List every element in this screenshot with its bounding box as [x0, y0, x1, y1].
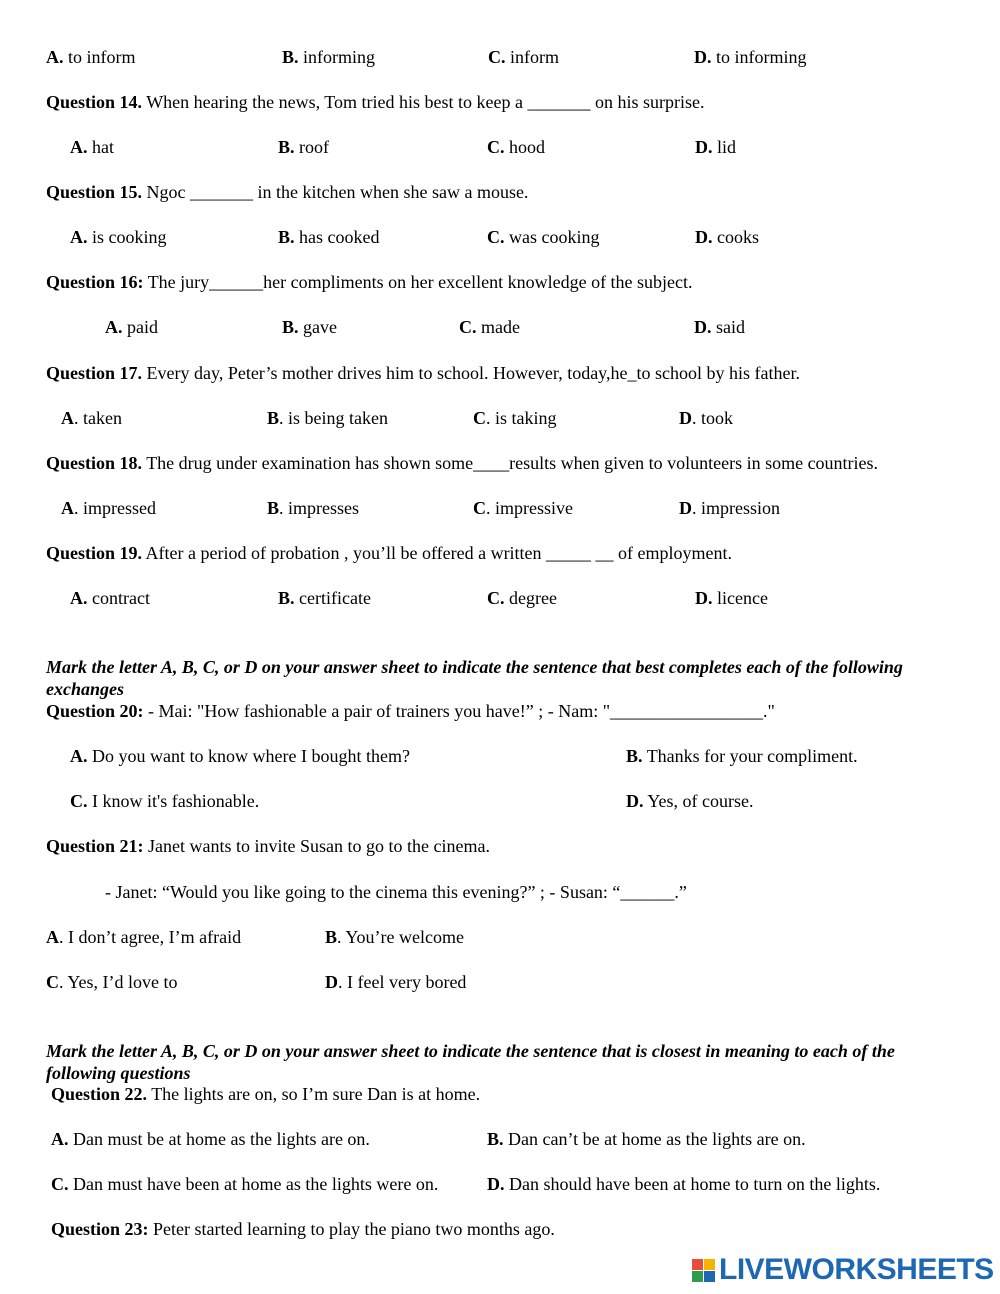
option-text: . You’re welcome: [337, 927, 464, 947]
q16-option-b: [282, 316, 337, 338]
option-text: cooks: [712, 227, 759, 247]
q15-option-d: [695, 226, 759, 248]
option-letter: A.: [70, 227, 88, 247]
question-text: The drug under examination has shown some____results when given to volunteers in some countries.: [142, 453, 879, 473]
option-text: . impressed: [74, 498, 156, 518]
option-text: I know it's fashionable.: [87, 791, 260, 811]
option-letter: B.: [487, 1129, 504, 1149]
section-instruction-closest-meaning: Mark the letter A, B, C, or D on your answer sheet to indicate the sentence that is closest in meaning to each of the following questions: [46, 1041, 895, 1083]
option-text: hat: [87, 137, 114, 157]
question-label: Question 23:: [51, 1219, 149, 1239]
option-letter: C.: [488, 47, 506, 67]
option-text: said: [711, 317, 745, 337]
option-letter: A.: [105, 317, 123, 337]
question-label: Question 19.: [46, 543, 143, 563]
option-text: Dan can’t be at home as the lights are on.: [503, 1129, 806, 1149]
q18-option-d: [679, 497, 780, 519]
option-letter: D.: [487, 1174, 505, 1194]
q21-option-d: [325, 971, 466, 993]
q21-dialogue: - Janet: “Would you like going to the cinema this evening?” ; - Susan: “______.”: [105, 882, 687, 902]
option-text: is cooking: [87, 227, 167, 247]
q22-option-b: [487, 1128, 806, 1150]
option-letter: D.: [694, 317, 712, 337]
option-letter: B: [267, 408, 280, 428]
question-label: Question 21:: [46, 836, 144, 856]
question-20: [46, 700, 775, 722]
option-letter: C: [46, 972, 59, 992]
option-text: informing: [298, 47, 376, 67]
option-letter: D.: [626, 791, 644, 811]
option-text: hood: [504, 137, 545, 157]
option-text: inform: [505, 47, 559, 67]
option-letter: C: [473, 408, 486, 428]
option-text: . is taking: [486, 408, 557, 428]
q19-option-b: [278, 587, 371, 609]
liveworksheets-logo-icon: [692, 1259, 715, 1282]
q17-option-d: [679, 407, 733, 429]
section-instruction-exchanges: Mark the letter A, B, C, or D on your answer sheet to indicate the sentence that best completes each of the following exchanges: [46, 657, 903, 699]
option-letter: A: [46, 927, 59, 947]
option-letter: A.: [70, 588, 88, 608]
option-letter: C.: [487, 227, 505, 247]
option-letter: A.: [51, 1129, 69, 1149]
question-text: Every day, Peter’s mother drives him to school. However, today,he_to school by his father.: [142, 363, 800, 383]
q15-option-a: [70, 226, 167, 248]
option-letter: C.: [487, 588, 505, 608]
logo-square-blue: [704, 1271, 715, 1282]
q16-option-c: [459, 316, 520, 338]
option-text: licence: [712, 588, 768, 608]
q22-option-d: [487, 1173, 880, 1195]
question-text: Peter started learning to play the piano two months ago.: [148, 1219, 555, 1239]
q22-option-a: [51, 1128, 370, 1150]
option-letter: B.: [626, 746, 643, 766]
option-text: has cooked: [294, 227, 380, 247]
option-text: Dan should have been at home to turn on the lights.: [504, 1174, 881, 1194]
option-letter: D.: [695, 137, 713, 157]
option-text: gave: [298, 317, 337, 337]
q17-option-a: [61, 407, 122, 429]
option-letter: B.: [278, 137, 295, 157]
question-label: Question 18.: [46, 453, 143, 473]
q18-option-b: [267, 497, 359, 519]
option-text: to inform: [63, 47, 136, 67]
option-letter: A.: [70, 137, 88, 157]
option-text: certificate: [294, 588, 371, 608]
question-label: Question 17.: [46, 363, 143, 383]
question-text: - Mai: "How fashionable a pair of trainers you have!” ; - Nam: "_________________.": [143, 701, 775, 721]
q14-option-b: [278, 136, 329, 158]
question-label: Question 16:: [46, 272, 144, 292]
q20-option-d: [626, 790, 754, 812]
option-letter: A: [61, 408, 74, 428]
option-letter: C.: [70, 791, 88, 811]
option-text: Do you want to know where I bought them?: [87, 746, 410, 766]
question-text: Ngoc _______ in the kitchen when she saw a mouse.: [142, 182, 529, 202]
question-label: Question 14.: [46, 92, 143, 112]
option-text: . impression: [692, 498, 780, 518]
option-text: to informing: [711, 47, 807, 67]
option-text: degree: [504, 588, 557, 608]
option-letter: A.: [70, 746, 88, 766]
option-letter: B.: [282, 317, 299, 337]
option-letter: C.: [459, 317, 477, 337]
question-18: [46, 452, 878, 474]
option-text: roof: [294, 137, 330, 157]
q19-option-a: [70, 587, 150, 609]
option-letter: D.: [695, 588, 713, 608]
q20-option-c: [70, 790, 259, 812]
option-letter: D: [679, 498, 692, 518]
q18-option-c: [473, 497, 573, 519]
question-label: Question 20:: [46, 701, 144, 721]
option-letter: B: [325, 927, 338, 947]
option-text: paid: [122, 317, 158, 337]
option-text: . impressive: [486, 498, 573, 518]
question-15: [46, 181, 528, 203]
option-text: contract: [87, 588, 150, 608]
question-16: [46, 271, 693, 293]
option-text: . is being taken: [279, 408, 388, 428]
question-19: [46, 542, 732, 564]
option-text: made: [476, 317, 520, 337]
q14-option-a: [70, 136, 114, 158]
question-label: Question 22.: [51, 1084, 148, 1104]
liveworksheets-logo-text: LIVEWORKSHEETS: [719, 1253, 994, 1286]
option-letter: A.: [46, 47, 64, 67]
option-text: Dan must be at home as the lights are on.: [68, 1129, 370, 1149]
option-letter: C.: [51, 1174, 69, 1194]
option-letter: A: [61, 498, 74, 518]
question-text: Janet wants to invite Susan to go to the cinema.: [143, 836, 490, 856]
q16-option-a: [105, 316, 158, 338]
question-text: After a period of probation , you’ll be offered a written _____ __ of employment.: [142, 543, 733, 563]
q20-option-b: [626, 745, 858, 767]
question-14: [46, 91, 705, 113]
option-letter: D.: [695, 227, 713, 247]
q13-option-a: [46, 46, 136, 68]
q21-option-c: [46, 971, 178, 993]
question-text: The jury______her compliments on her excellent knowledge of the subject.: [143, 272, 693, 292]
liveworksheets-logo: [692, 1255, 994, 1285]
option-letter: D: [679, 408, 692, 428]
q17-option-c: [473, 407, 557, 429]
option-text: . Yes, I’d love to: [59, 972, 178, 992]
logo-square-yellow: [704, 1259, 715, 1270]
option-text: . took: [692, 408, 734, 428]
question-23: [51, 1218, 555, 1240]
option-letter: B.: [278, 227, 295, 247]
q20-option-a: [70, 745, 410, 767]
question-text: The lights are on, so I’m sure Dan is at home.: [147, 1084, 481, 1104]
q13-option-b: [282, 46, 375, 68]
q15-option-c: [487, 226, 599, 248]
q14-option-d: [695, 136, 736, 158]
option-text: Dan must have been at home as the lights were on.: [68, 1174, 439, 1194]
q19-option-d: [695, 587, 768, 609]
option-text: . taken: [74, 408, 122, 428]
q19-option-c: [487, 587, 557, 609]
option-letter: C: [473, 498, 486, 518]
q18-option-a: [61, 497, 156, 519]
option-text: lid: [712, 137, 737, 157]
q21-option-a: [46, 926, 241, 948]
option-text: . I don’t agree, I’m afraid: [59, 927, 242, 947]
q22-option-c: [51, 1173, 438, 1195]
q16-option-d: [694, 316, 745, 338]
q15-option-b: [278, 226, 380, 248]
option-text: . impresses: [279, 498, 360, 518]
option-letter: C.: [487, 137, 505, 157]
q17-option-b: [267, 407, 388, 429]
question-label: Question 15.: [46, 182, 143, 202]
option-text: . I feel very bored: [338, 972, 467, 992]
q14-option-c: [487, 136, 545, 158]
q13-option-d: [694, 46, 807, 68]
question-17: [46, 362, 800, 384]
q13-option-c: [488, 46, 559, 68]
option-text: was cooking: [504, 227, 600, 247]
question-21: [46, 835, 490, 857]
option-text: Yes, of course.: [643, 791, 754, 811]
option-letter: D: [325, 972, 338, 992]
option-letter: B.: [278, 588, 295, 608]
option-letter: B: [267, 498, 280, 518]
question-text: When hearing the news, Tom tried his best to keep a _______ on his surprise.: [142, 92, 705, 112]
logo-square-green: [692, 1271, 703, 1282]
q21-option-b: [325, 926, 464, 948]
logo-square-red: [692, 1259, 703, 1270]
question-22: [51, 1083, 480, 1105]
option-letter: B.: [282, 47, 299, 67]
option-text: Thanks for your compliment.: [642, 746, 858, 766]
option-letter: D.: [694, 47, 712, 67]
